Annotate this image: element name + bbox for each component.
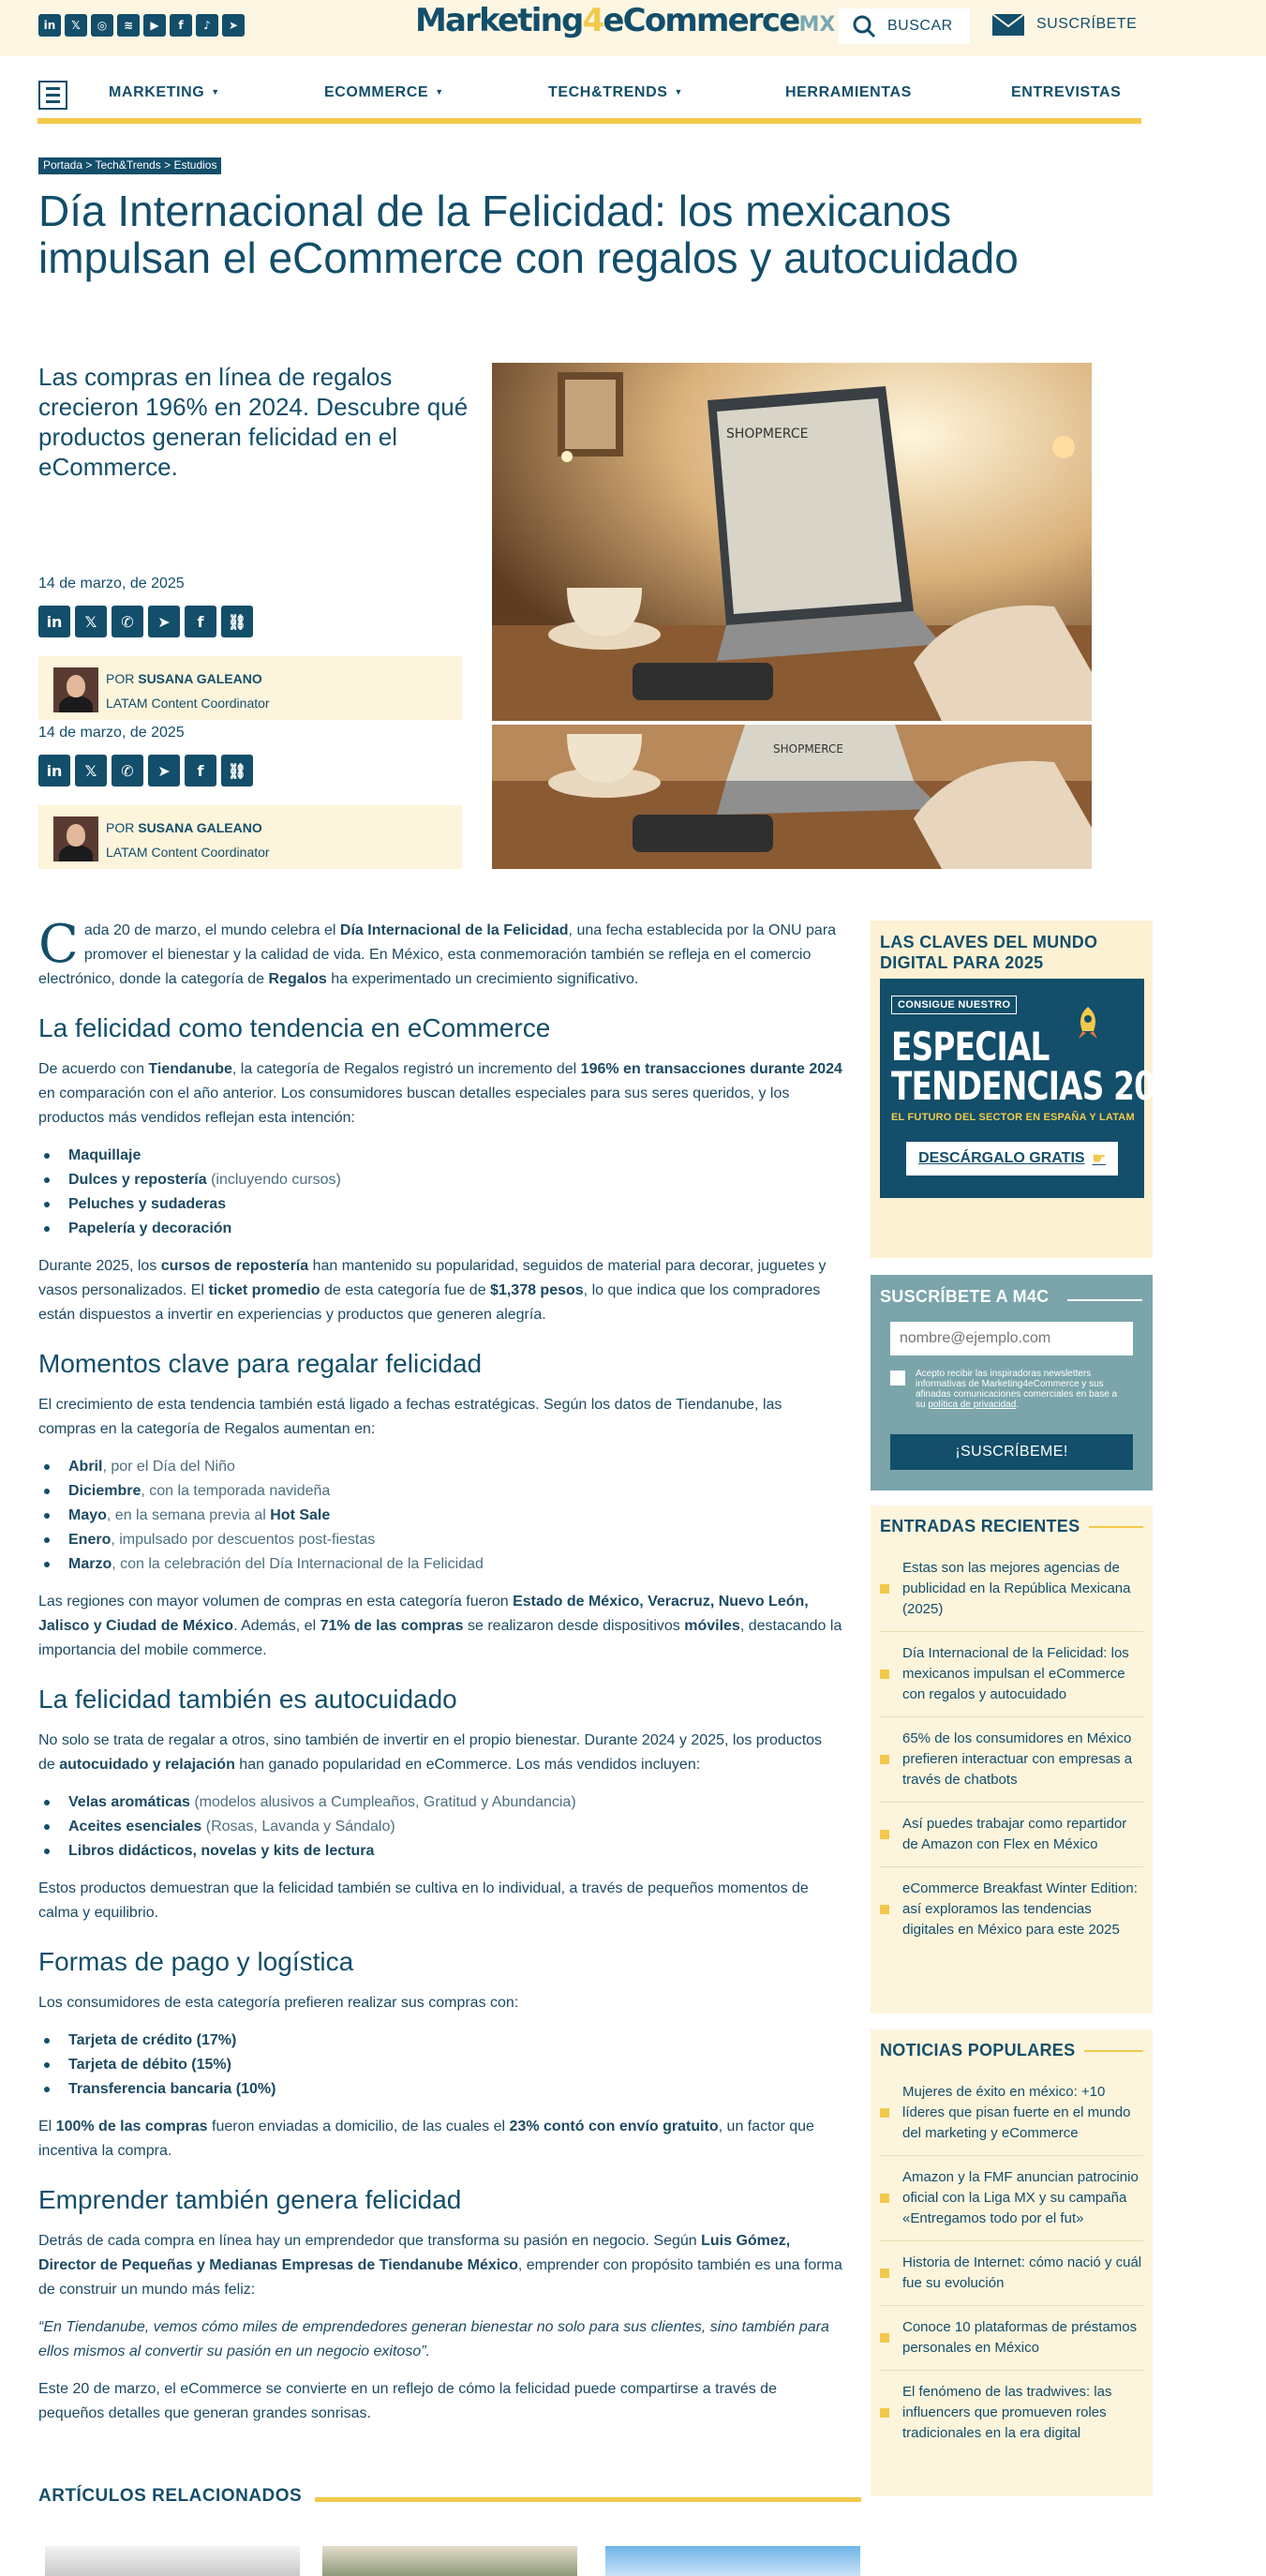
tendencias-banner[interactable] [880, 979, 1197, 1198]
list-item: Tarjeta de débito (15%) [38, 2053, 842, 2077]
author-byline: POR SUSANA GALEANO [106, 671, 262, 686]
recent-post-link[interactable]: Día Internacional de la Felicidad: los mexicanos impulsan el eCommerce con regalos y autocuidado [880, 1632, 1143, 1717]
list-item: Maquillaje [38, 1144, 842, 1168]
paragraph: De acuerdo con Tiendanube, la categoría de Regalos registró un incremento del 196% en transacciones durante 2024 en comparación con el año anterior. Los consumidores buscan detalles especiales para sus seres queridos, y los productos más vendidos reflejan esta intención: [38, 1061, 842, 1126]
share-telegram-icon[interactable]: ➤ [148, 606, 180, 637]
recent-posts-title: ENTRADAS RECIENTES [880, 1517, 1089, 1535]
popular-news-link[interactable]: Amazon y la FMF anuncian patrocinio oficial con la Liga MX y su campaña «Entregamos todo por el fut» [880, 2156, 1143, 2241]
share-facebook-icon[interactable]: f [185, 755, 216, 786]
breadcrumb-portada[interactable]: Portada [43, 158, 83, 172]
avatar [53, 667, 98, 712]
list-item: Aceites esenciales (Rosas, Lavanda y Sándalo) [38, 1815, 842, 1839]
hero-image [492, 363, 1092, 721]
list-item: Mayo, en la semana previa al Hot Sale [38, 1504, 842, 1528]
bullet-list [38, 1455, 842, 1577]
nav-marketing[interactable]: MARKETING ▼ [109, 84, 220, 100]
promo-headline: ESPECIAL TENDENCIAS 2025 [891, 1024, 1197, 1109]
paragraph: Durante 2025, los cursos de repostería han mantenido su popularidad, seguidos de material para decorar, juguetes y vasos personalizados. El ticket promedio de esta categoría fue de $1,378 pesos, lo que indica que los compradores están dispuestos a invertir en experiencias y productos que generen alegría. [38, 1258, 827, 1323]
share-facebook-icon[interactable]: f [185, 606, 216, 637]
spotify-icon[interactable]: ≋ [117, 14, 140, 37]
screen-text-2: SHOPMERCE [773, 742, 843, 756]
email-field[interactable] [890, 1322, 1133, 1355]
subscribe-submit-button[interactable]: ¡SUSCRÍBEME! [890, 1434, 1133, 1470]
paragraph: El crecimiento de esta tendencia también está ligado a fechas estratégicas. Según los datos de Tiendanube, las compras en la categoría de Regalos aumentan en: [38, 1397, 782, 1437]
main-nav [37, 75, 1141, 124]
envelope-icon [991, 11, 1025, 37]
caret-down-icon: ▼ [674, 87, 684, 97]
share-telegram-icon[interactable]: ➤ [148, 755, 180, 786]
download-button[interactable]: DESCÁRGALO GRATIS ☛ [906, 1142, 1118, 1176]
caret-down-icon: ▼ [435, 87, 444, 97]
publish-date: 14 de marzo, de 2025 [38, 725, 185, 741]
share-whatsapp-icon[interactable]: ✆ [112, 606, 143, 637]
list-item: Enero, impulsado por descuentos post-fiestas [38, 1528, 842, 1552]
list-item: Marzo, con la celebración del Día Internacional de la Felicidad [38, 1552, 842, 1577]
popular-news [871, 2029, 1153, 2496]
breadcrumb: Portada > Tech&Trends > Estudios [38, 157, 221, 174]
site-logo[interactable]: Marketing4eCommerceMX [415, 2, 836, 39]
newsletter-box [871, 1275, 1153, 1490]
list-item: Papelería y decoración [38, 1217, 842, 1241]
share-x-icon[interactable]: 𝕏 [75, 755, 107, 786]
tiktok-icon[interactable]: ♪ [196, 14, 218, 37]
share-whatsapp-icon[interactable]: ✆ [112, 755, 143, 786]
privacy-link[interactable]: política de privacidad [928, 1400, 1017, 1410]
paragraph: Este 20 de marzo, el eCommerce se convierte en un reflejo de cómo la felicidad puede compartirse a través de pequeños detalles que generan grandes sonrisas. [38, 2381, 777, 2421]
popular-news-link[interactable]: Mujeres de éxito en méxico: +10 líderes que pisan fuerte en el mundo del marketing y eCommerce [880, 2071, 1143, 2156]
search-label: BUSCAR [887, 18, 953, 34]
paragraph: Detrás de cada compra en línea hay un emprendedor que transforma su pasión en negocio. Según Luis Gómez, Director de Pequeñas y Medianas Empresas de Tiendanube México, emprender con propósito también es una forma de construir un mundo más feliz: [38, 2233, 842, 2298]
laptop-shopping-illustration [492, 725, 1092, 869]
list-item: Tarjeta de crédito (17%) [38, 2029, 842, 2053]
nav-ecommerce[interactable]: ECOMMERCE ▼ [324, 84, 444, 100]
nav-tech-trends[interactable]: TECH&TRENDS ▼ [548, 84, 684, 100]
author-card[interactable] [38, 805, 462, 869]
share-linkedin-icon[interactable]: in [38, 606, 70, 637]
paragraph: Estos productos demuestran que la felicidad también se cultiva en lo individual, a través de pequeños momentos de calma y equilibrio. [38, 1880, 809, 1921]
bullet-list [38, 1144, 842, 1241]
paragraph: Las regiones con mayor volumen de compras en esta categoría fueron Estado de México, Veracruz, Nuevo León, Jalisco y Ciudad de México. Además, el 71% de las compras se realizaron desde dispositivos móviles, destacando la importancia del mobile commerce. [38, 1594, 842, 1658]
share-buttons [38, 606, 253, 637]
promo-subtitle: EL FUTURO DEL SECTOR EN ESPAÑA Y LATAM [891, 1112, 1135, 1123]
laptop-shopping-illustration [492, 363, 1092, 721]
popular-news-link[interactable]: El fenómeno de las tradwives: las influencers que promueven roles tradicionales en la era digital [880, 2371, 1143, 2455]
search-button[interactable] [839, 8, 970, 44]
avatar [53, 816, 98, 861]
pointing-hand-icon: ☛ [1092, 1151, 1106, 1167]
hero-image-secondary [492, 725, 1092, 869]
list-item: Libros didácticos, novelas y kits de lectura [38, 1839, 842, 1864]
recent-posts [871, 1505, 1153, 2014]
drop-cap: C [38, 914, 79, 975]
breadcrumb-tech-trends[interactable]: Tech&Trends [95, 158, 161, 172]
sidebar-promo-title: LAS CLAVES DEL MUNDO DIGITAL PARA 2025 [880, 933, 1098, 972]
intro-paragraph: Cada 20 de marzo, el mundo celebra el Día Internacional de la Felicidad, una fecha establecida por la ONU para promover el bienestar y la calidad de vida. En México, esta conmemoración también se refleja en el comercio electrónico, donde la categoría de Regalos ha experimentado un crecimiento significativo. [38, 914, 837, 987]
share-buttons [38, 755, 253, 786]
section-heading: Formas de pago y logística [38, 1947, 354, 1976]
nav-entrevistas[interactable]: ENTREVISTAS [1011, 84, 1122, 100]
telegram-icon[interactable]: ➤ [222, 14, 245, 37]
consent-checkbox[interactable] [890, 1370, 905, 1385]
share-x-icon[interactable]: 𝕏 [75, 606, 107, 637]
youtube-icon[interactable]: ▶ [143, 14, 166, 37]
subscribe-button[interactable] [991, 11, 1137, 37]
breadcrumb-estudios[interactable]: Estudios [173, 158, 217, 172]
share-link-icon[interactable]: ⛓ [221, 606, 253, 637]
screen-text-1: SHOPMERCE [726, 427, 809, 442]
popular-news-link[interactable]: Conoce 10 plataformas de préstamos personales en México [880, 2306, 1143, 2371]
author-role: LATAM Content Coordinator [106, 696, 270, 711]
list-item: Peluches y sudaderas [38, 1192, 842, 1217]
section-heading: La felicidad como tendencia en eCommerce [38, 1013, 551, 1042]
author-byline: POR SUSANA GALEANO [106, 820, 262, 835]
page-subtitle: Las compras en línea de regalos crecieron 196% en 2024. Descubre qué productos generan felicidad en el eCommerce. [38, 363, 469, 481]
consent-text: Acepto recibir las inspiradoras newsletters informativas de Marketing4eCommerce y sus afinadas comunicaciones comerciales en base a su política de privacidad. [916, 1369, 1118, 1410]
caret-down-icon: ▼ [211, 87, 220, 97]
search-icon [852, 14, 876, 38]
recent-post-link[interactable]: Así puedes trabajar como repartidor de Amazon con Flex en México [880, 1803, 1143, 1867]
subscribe-label: SUSCRÍBETE [1036, 16, 1138, 32]
related-article-thumbnail[interactable] [605, 2546, 860, 2576]
bullet-list [38, 2029, 842, 2102]
publish-date: 14 de marzo, de 2025 [38, 576, 185, 592]
list-item: Abril, por el Día del Niño [38, 1455, 842, 1479]
paragraph: Los consumidores de esta categoría prefieren realizar sus compras con: [38, 1995, 519, 2011]
share-linkedin-icon[interactable]: in [38, 755, 70, 786]
sidebar-promo-box [871, 921, 1197, 1258]
list-item: Diciembre, con la temporada navideña [38, 1479, 842, 1504]
section-heading: La felicidad también es autocuidado [38, 1685, 457, 1714]
top-bar [0, 0, 1266, 56]
article-body [38, 914, 842, 2439]
newsletter-title: SUSCRÍBETE A M4C [880, 1287, 1050, 1306]
menu-icon[interactable] [38, 81, 67, 110]
related-articles-label: ARTÍCULOS RELACIONADOS [38, 2486, 315, 2506]
paragraph: No solo se trata de regalar a otros, sino también de invertir en el propio bienestar. Durante 2024 y 2025, los productos de autocuidado y relajación han ganado popularidad en eCommerce. Los más vendidos incluyen: [38, 1732, 823, 1773]
quote: “En Tiendanube, vemos cómo miles de emprendedores generan bienestar no solo para sus clientes, sino también para ellos mismos al convertir su pasión en un negocio exitoso”. [38, 2319, 829, 2359]
related-articles-header [38, 2486, 861, 2514]
popular-news-link[interactable]: Historia de Internet: cómo nació y cuál fue su evolución [880, 2241, 1143, 2306]
instagram-icon[interactable]: ◎ [91, 14, 113, 37]
section-heading: Momentos clave para regalar felicidad [38, 1349, 483, 1378]
page-title: Día Internacional de la Felicidad: los mexicanos impulsan el eCommerce con regalos y autocuidado [38, 187, 1019, 282]
x-icon[interactable]: 𝕏 [65, 14, 87, 37]
bullet-list [38, 1790, 842, 1864]
author-card[interactable] [38, 656, 462, 720]
related-article-thumbnail[interactable] [322, 2546, 577, 2576]
linkedin-icon[interactable]: in [38, 14, 61, 37]
list-item: Dulces y repostería (incluyendo cursos) [38, 1168, 842, 1192]
social-links [38, 14, 245, 37]
share-link-icon[interactable]: ⛓ [221, 755, 253, 786]
nav-herramientas[interactable]: HERRAMIENTAS [785, 84, 912, 100]
recent-post-link[interactable]: Estas son las mejores agencias de publicidad en la República Mexicana (2025) [880, 1547, 1143, 1632]
related-article-thumbnail[interactable] [45, 2546, 300, 2576]
promo-kicker: CONSIGUE NUESTRO [891, 996, 1017, 1014]
list-item: Transferencia bancaria (10%) [38, 2077, 842, 2102]
list-item: Velas aromáticas (modelos alusivos a Cumpleaños, Gratitud y Abundancia) [38, 1790, 842, 1815]
recent-post-link[interactable]: eCommerce Breakfast Winter Edition: así exploramos las tendencias digitales en México para este 2025 [880, 1867, 1143, 1952]
section-heading: Emprender también genera felicidad [38, 2185, 462, 2214]
facebook-icon[interactable]: f [170, 14, 192, 37]
author-role: LATAM Content Coordinator [106, 845, 270, 860]
recent-post-link[interactable]: 65% de los consumidores en México prefieren interactuar con empresas a través de chatbots [880, 1717, 1143, 1803]
popular-news-title: NOTICIAS POPULARES [880, 2041, 1084, 2059]
paragraph: El 100% de las compras fueron enviadas a domicilio, de las cuales el 23% contó con envío gratuito, un factor que incentiva la compra. [38, 2119, 814, 2159]
